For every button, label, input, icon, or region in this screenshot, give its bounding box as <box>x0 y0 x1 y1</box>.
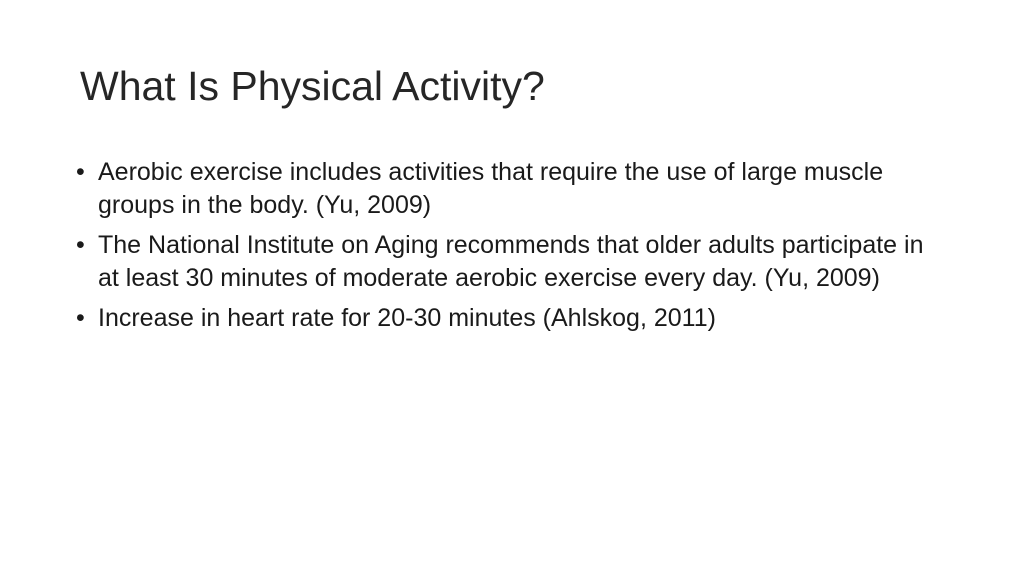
bullet-text: The National Institute on Aging recommends that older adults participate in at least 30 minutes of moderate aerobic exercise every day. (Yu, 2009) <box>98 231 924 292</box>
bullet-item <box>74 302 944 335</box>
bullet-list <box>74 156 944 342</box>
bullet-item <box>74 156 944 222</box>
bullet-dot-icon: • <box>76 158 85 186</box>
bullet-item <box>74 229 944 295</box>
bullet-text: Aerobic exercise includes activities that require the use of large muscle groups in the body. (Yu, 2009) <box>98 158 884 219</box>
bullet-text: Increase in heart rate for 20-30 minutes (Ahlskog, 2011) <box>98 304 716 332</box>
bullet-dot-icon: • <box>76 231 85 259</box>
bullet-dot-icon: • <box>76 304 85 332</box>
slide-title: What Is Physical Activity? <box>80 63 545 109</box>
